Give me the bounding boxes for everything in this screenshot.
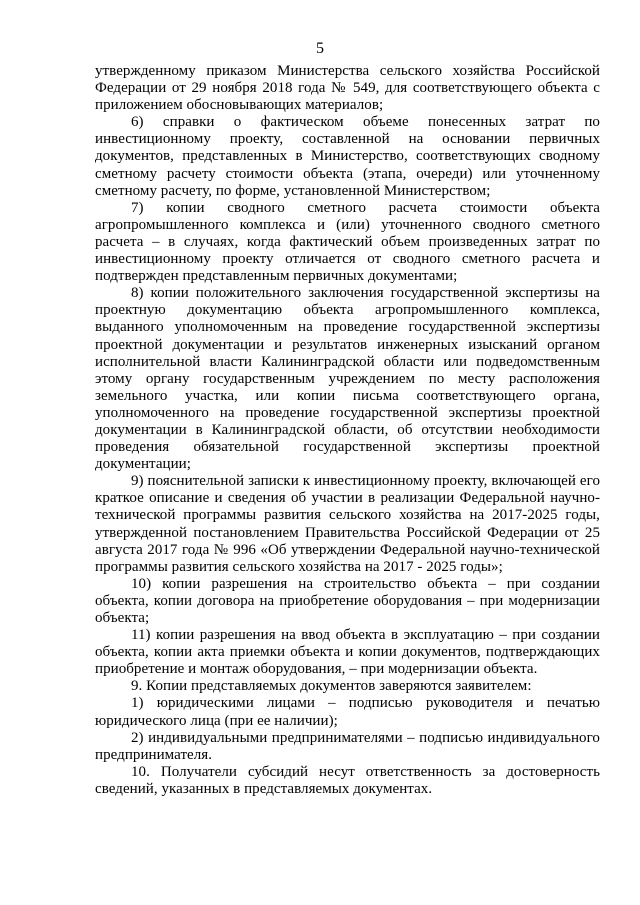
paragraph-continuation: утвержденному приказом Министерства сельского хозяйства Российской Федерации от 29 ноября 2018 года № 549, для соответствующего объекта с приложением обосновывающих материалов; <box>95 63 600 114</box>
paragraph-item-10: 10) копии разрешения на строительство объекта – при создании объекта, копии договора на приобретение оборудования – при модернизации объекта; <box>95 575 600 626</box>
page-number: 5 <box>316 40 324 57</box>
paragraph-section-9: 9. Копии представляемых документов заверяются заявителем: <box>131 678 532 695</box>
paragraph-section-10: 10. Получатели субсидий несут ответственность за достоверность сведений, указанных в представляемых документах. <box>95 763 600 797</box>
paragraph-item-9: 9) пояснительной записки к инвестиционному проекту, включающей его краткое описание и сведения об участии в реализации Федеральной научно-технической программы развития сельского хозяйства на 2017-2025 годы, утвержденной постановлением Правительства Российской Федерации от 25 августа 2017 года № 996 «Об утверждении Федеральной научно-технической программы развития сельского хозяйства на 2017 - 2025 годы»; <box>95 473 600 575</box>
paragraph-individual-entrepreneurs: 2) индивидуальными предпринимателями – подписью индивидуального предпринимателя. <box>95 729 600 763</box>
paragraph-legal-entities: 1) юридическими лицами – подписью руководителя и печатью юридического лица (при ее наличии); <box>95 695 600 729</box>
paragraph-item-8: 8) копии положительного заключения государственной экспертизы на проектную документацию объекта агропромышленного комплекса, выданного уполномоченным на проведение государственной экспертизы проектной документации и результатов инженерных изысканий органом исполнительной власти Калининградской области или подведомственным этому органу государственным учреждением по месту расположения земельного участка, или копии письма соответствующего органа, уполномоченного на проведение государственной экспертизы проектной документации в Калининградской области, об отсутствии необходимости проведения обязательной государственной экспертизы проектной документации; <box>95 285 600 473</box>
document-body <box>95 63 600 798</box>
paragraph-item-11: 11) копии разрешения на ввод объекта в эксплуатацию – при создании объекта, копии акта приемки объекта и копии документов, подтверждающих приобретение и монтаж оборудования, – при модернизации объекта. <box>95 627 600 678</box>
paragraph-item-6: 6) справки о фактическом объеме понесенных затрат по инвестиционному проекту, составленной на основании первичных документов, представленных в Министерство, соответствующих сводному сметному расчету стоимости объекта (этапа, очереди) или уточненному сметному расчету, по форме, установленной Министерством; <box>95 114 600 199</box>
paragraph-item-7: 7) копии сводного сметного расчета стоимости объекта агропромышленного комплекса и (или) уточненного сводного сметного расчета – в случаях, когда фактический объем произведенных затрат по инвестиционному проекту отличается от сводного сметного расчета и подтвержден представленным первичных документами; <box>95 199 600 285</box>
